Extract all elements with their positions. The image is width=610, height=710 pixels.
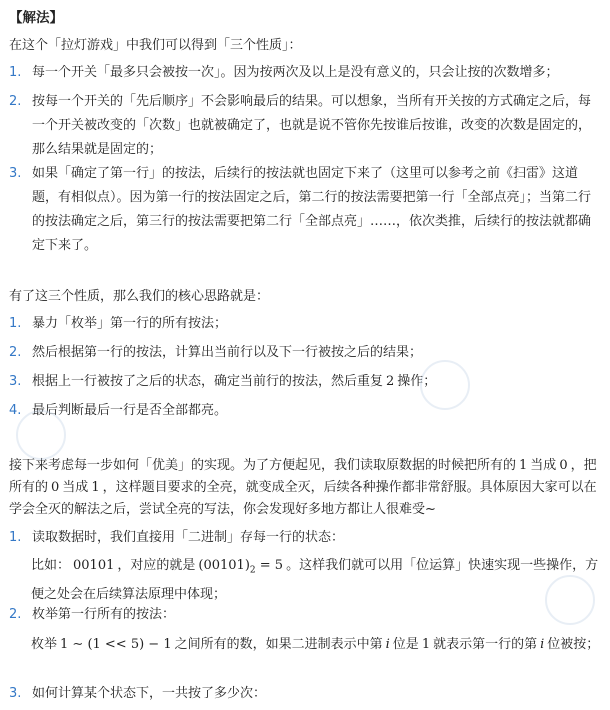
- list-number: 1.: [9, 530, 22, 545]
- impl-step-item: [9, 682, 602, 706]
- text-part: 。这样我们就可以用「位运算」快速实现一些操作，方便之处会在后续算法原理中体现；: [31, 558, 599, 602]
- step-item: [9, 399, 602, 423]
- property-item: [9, 162, 602, 258]
- list-number: 3.: [9, 686, 22, 701]
- idea-intro: 有了这三个性质，那么我们的核心思路就是：: [9, 289, 270, 304]
- property-text: 如果「确定了第一行」的按法，后续行的按法就也固定下来了（这里可以参考之前《扫雷》这道题，有相似点）。因为第一行的按法固定之后，第二行的按法需要把第一行「全部点亮」；当第二行的按法确定之后，第三行的按法需要把第二行「全部点亮」……，依次类推，后续行的按法就都确定下来了。: [32, 166, 592, 253]
- math-expr: = 5: [259, 558, 284, 573]
- math-inline: i: [540, 637, 545, 652]
- text-part: 当成: [62, 480, 89, 495]
- watermark-icon: [420, 360, 470, 410]
- step-text: 最后判断最后一行是否全部都亮。: [32, 403, 228, 418]
- text-part: ，把所有的: [9, 458, 597, 495]
- text-part: 之间所有的数，如果二进制表示中第: [174, 637, 383, 652]
- list-number: 1.: [9, 316, 22, 331]
- text-part: 当成: [530, 458, 557, 473]
- text-part: 接下来考虑每一步如何「优美」的实现。为了方便起见，我们读取原数据的时候把所有的: [9, 458, 517, 473]
- section-heading: 【解法】: [9, 10, 63, 26]
- text-part: 比如：: [31, 558, 71, 573]
- text-part: ，对应的就是: [117, 558, 196, 573]
- list-number: 2.: [9, 345, 22, 360]
- text-part: ，这样题目要求的全亮，就变成全灭，后续各种操作都非常舒服。具体原因大家可以在学会全灭的解法之后，尝试全亮的写法，你会发现好多地方都让人很难受~: [9, 480, 597, 517]
- step-item: [9, 341, 602, 365]
- property-item: [9, 90, 602, 162]
- impl-step-detail: [31, 554, 602, 606]
- step-text: 暴力「枚举」第一行的所有按法；: [32, 316, 228, 331]
- step-item: [9, 312, 602, 336]
- impl-step-text: 读取数据时，我们直接用「二进制」存每一行的状态：: [32, 530, 345, 545]
- step-text: [32, 370, 602, 394]
- math-inline: 1: [421, 637, 431, 652]
- list-number: 2.: [9, 94, 22, 109]
- property-text: 按每一个开关的「先后顺序」不会影响最后的结果。可以想象，当所有开关按的方式确定之后，每一个开关被改变的「次数」也就被确定了，也就是说不管你先按谁后按谁，改变的次数是固定的，那么结果就是固定的；: [32, 94, 592, 157]
- impl-step-text: 如何计算某个状态下，一共按了多少次：: [32, 686, 267, 701]
- math-inline: 0: [559, 458, 568, 473]
- impl-step-item: [9, 526, 602, 550]
- implementation-intro: [9, 455, 602, 521]
- math-inline: 2: [386, 374, 395, 389]
- text-part: 位是: [392, 637, 419, 652]
- math-inline: [195, 558, 286, 576]
- step-text-part: 根据上一行被按了之后的状态，确定当前行的按法，然后重复: [32, 374, 384, 389]
- list-number: 4.: [9, 403, 22, 418]
- math-subscript: 2: [249, 565, 256, 576]
- text-part: 就表示第一行的第: [433, 637, 538, 652]
- list-number: 3.: [9, 374, 22, 389]
- step-text-part: 操作；: [397, 374, 437, 389]
- impl-step-text: 枚举第一行所有的按法：: [32, 607, 176, 622]
- text-part: 枚举: [31, 637, 58, 652]
- intro-paragraph: 在这个「拉灯游戏」中我们可以得到「三个性质」：: [9, 38, 302, 53]
- text-part: 位被按；: [547, 637, 600, 652]
- math-inline: i: [385, 637, 390, 652]
- math-inline: 1: [519, 458, 528, 473]
- impl-step-item: [9, 603, 602, 627]
- step-text: 然后根据第一行的按法，计算出当前行以及下一行被按之后的结果；: [32, 345, 423, 360]
- math-inline: 0: [51, 480, 60, 495]
- list-number: 2.: [9, 607, 22, 622]
- math-inline: 00101: [73, 558, 115, 573]
- step-item: [9, 370, 602, 394]
- watermark-icon: [545, 575, 595, 625]
- math-inline: 1 ∼ (1 << 5) − 1: [60, 637, 172, 652]
- property-text: 每一个开关「最多只会被按一次」。因为按两次及以上是没有意义的，只会让按的次数增多；: [32, 65, 559, 80]
- property-item: [9, 61, 602, 85]
- list-number: 1.: [9, 65, 22, 80]
- watermark-icon: [16, 410, 66, 460]
- math-expr: (00101): [198, 558, 250, 573]
- impl-step-detail: [31, 633, 602, 656]
- list-number: 3.: [9, 166, 22, 181]
- math-inline: 1: [91, 480, 100, 495]
